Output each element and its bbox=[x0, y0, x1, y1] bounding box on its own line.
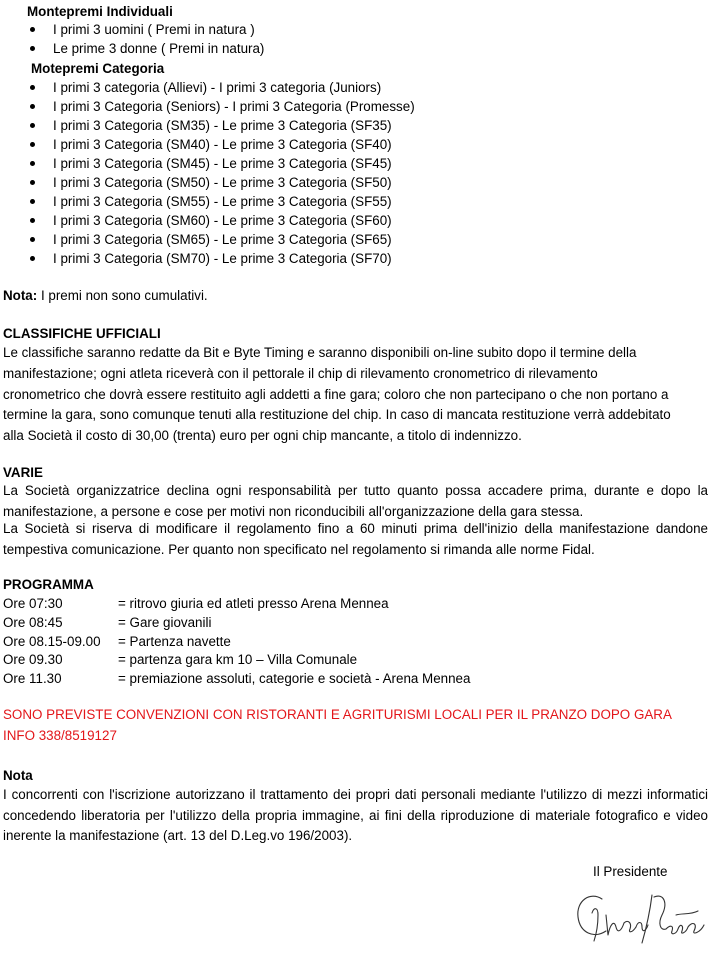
info-phone: INFO 338/8519127 bbox=[3, 728, 117, 743]
bullet-icon bbox=[30, 256, 35, 261]
list-item: I primi 3 Categoria (SM45) - Le prime 3 Categoria (SF45) bbox=[53, 156, 392, 171]
schedule-time: Ore 09.30 bbox=[3, 652, 63, 668]
bullet-icon bbox=[30, 85, 35, 90]
list-item: Le prime 3 donne ( Premi in natura) bbox=[53, 41, 265, 56]
signature-icon bbox=[572, 885, 712, 945]
list-item: I primi 3 Categoria (SM35) - Le prime 3 Categoria (SF35) bbox=[53, 118, 392, 133]
schedule-row bbox=[3, 670, 470, 689]
bullet-icon bbox=[30, 180, 35, 185]
schedule-table bbox=[3, 595, 470, 689]
schedule-desc: = ritrovo giuria ed atleti presso Arena Mennea bbox=[118, 596, 389, 611]
list-item: I primi 3 categoria (Allievi) - I primi 3 categoria (Juniors) bbox=[53, 80, 382, 95]
list-item: I primi 3 uomini ( Premi in natura ) bbox=[53, 22, 255, 37]
bullet-icon bbox=[30, 46, 35, 51]
bullet-icon bbox=[30, 218, 35, 223]
schedule-desc: = partenza gara km 10 – Villa Comunale bbox=[118, 652, 358, 668]
list-item: I primi 3 Categoria (SM40) - Le prime 3 Categoria (SF40) bbox=[53, 137, 392, 152]
schedule-row bbox=[3, 614, 470, 633]
bullet-icon bbox=[30, 123, 35, 128]
individual-prizes-heading: Montepremi Individuali bbox=[27, 4, 173, 19]
rankings-line: alla Società il costo di 30,00 (trenta) euro per ogni chip mancante, a titolo di indennizzo. bbox=[3, 428, 522, 444]
list-item: I primi 3 Categoria (Seniors) - I primi 3 Categoria (Promesse) bbox=[53, 99, 415, 114]
bullet-icon bbox=[30, 161, 35, 166]
schedule-time: Ore 08:45 bbox=[3, 614, 63, 630]
bullet-icon bbox=[30, 104, 35, 109]
bullet-icon bbox=[30, 199, 35, 204]
rankings-line: termine la gara, sono comunque tenuti alla restituzione del chip. In caso di mancata restituzione verrà addebitato bbox=[3, 407, 671, 423]
list-item: I primi 3 Categoria (SM65) - Le prime 3 Categoria (SF65) bbox=[53, 232, 392, 247]
bullet-icon bbox=[30, 27, 35, 32]
schedule-time: Ore 11.30 bbox=[3, 671, 62, 687]
prize-note bbox=[3, 286, 208, 305]
privacy-note-paragraph: I concorrenti con l'iscrizione autorizzano il trattamento dei propri dati personali mediante l'utilizzo di mezzi informatici concedendo liberatoria per l'utilizzo della propria immagine, ai fini della riproduzione di materiale fotografico e video inerente la manifestazione (art. 13 del D.Leg.vo 196/2003). bbox=[3, 787, 708, 844]
misc-paragraph-1: La Società organizzatrice declina ogni responsabilità per tutto quanto possa accadere prima, durante e dopo la manifestazione, a persone e cose per motivi non riconducibili all'organizzazione della gara stessa. bbox=[3, 483, 708, 519]
list-item: I primi 3 Categoria (SM55) - Le prime 3 Categoria (SF55) bbox=[53, 194, 392, 209]
misc-heading: VARIE bbox=[3, 465, 43, 480]
bullet-icon bbox=[30, 142, 35, 147]
prize-note-text: I premi non sono cumulativi. bbox=[37, 288, 208, 303]
rankings-heading: CLASSIFICHE UFFICIALI bbox=[3, 326, 161, 341]
category-prizes-heading: Motepremi Categoria bbox=[31, 61, 165, 76]
rankings-line: manifestazione; ogni atleta riceverà con il pettorale il chip di rilevamento cronometrico di rilevamento bbox=[3, 365, 598, 381]
schedule-time: Ore 08.15-09.00 bbox=[3, 633, 101, 649]
schedule-row bbox=[3, 595, 470, 614]
schedule-time: Ore 07:30 bbox=[3, 596, 63, 611]
schedule-row bbox=[3, 651, 470, 670]
privacy-note-heading: Nota bbox=[3, 768, 33, 783]
misc-paragraph-2: La Società si riserva di modificare il regolamento fino a 60 minuti prima dell'inizio della manifestazione dandone tempestiva comunicazione. Per quanto non specificato nel regolamento si rimanda alle norme Fidal. bbox=[3, 521, 708, 557]
schedule-heading: PROGRAMMA bbox=[3, 577, 94, 592]
rankings-line: cronometrico che dovrà essere restituito agli addetti a fine gara; coloro che non partecipano o che non portano a bbox=[3, 386, 669, 402]
list-item: I primi 3 Categoria (SM50) - Le prime 3 Categoria (SF50) bbox=[53, 175, 392, 190]
bullet-icon bbox=[30, 237, 35, 242]
schedule-desc: = premiazione assoluti, categorie e società - Arena Mennea bbox=[118, 671, 471, 687]
schedule-desc: = Partenza navette bbox=[118, 633, 231, 649]
schedule-desc: = Gare giovanili bbox=[118, 614, 212, 630]
president-label: Il Presidente bbox=[593, 864, 668, 879]
prize-note-label: Nota: bbox=[3, 288, 38, 303]
list-item: I primi 3 Categoria (SM70) - Le prime 3 Categoria (SF70) bbox=[53, 251, 392, 266]
schedule-row bbox=[3, 633, 470, 652]
rankings-paragraph bbox=[3, 343, 671, 447]
rankings-line: Le classifiche saranno redatte da Bit e Byte Timing e saranno disponibili on-line subito dopo il termine della bbox=[3, 345, 637, 360]
list-item: I primi 3 Categoria (SM60) - Le prime 3 Categoria (SF60) bbox=[53, 213, 392, 228]
restaurant-notice: SONO PREVISTE CONVENZIONI CON RISTORANTI E AGRITURISMI LOCALI PER IL PRANZO DOPO GARA bbox=[3, 707, 672, 722]
